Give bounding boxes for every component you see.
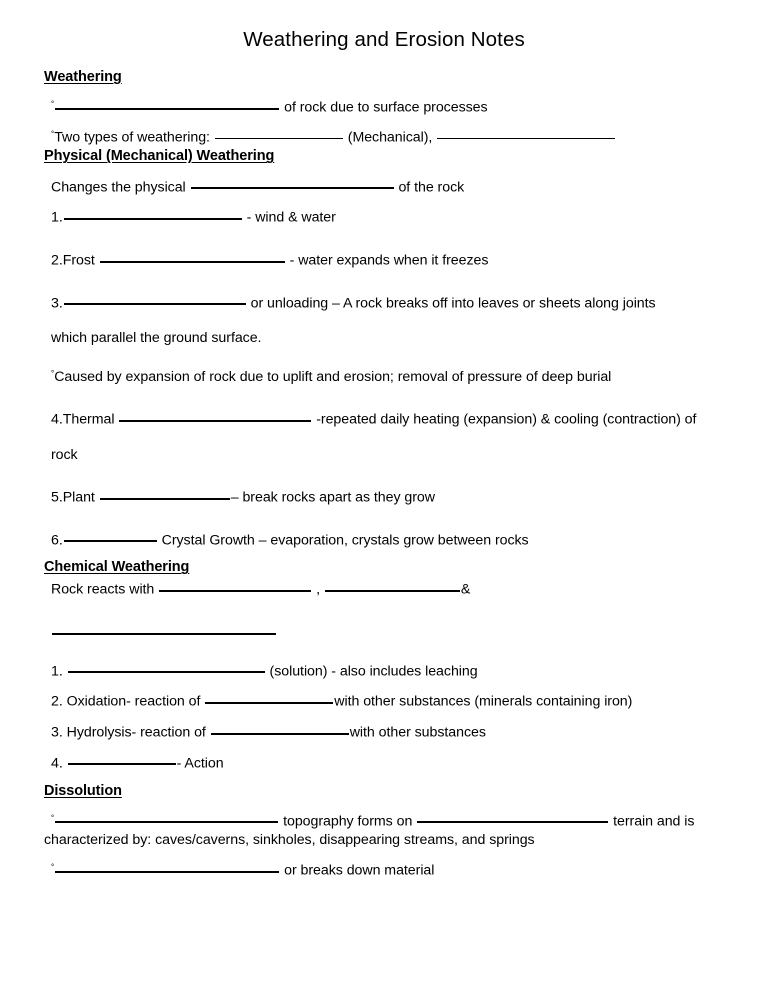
item-number: 3. — [51, 295, 63, 312]
chemical-item-2 — [44, 690, 724, 711]
caused-by-text: Caused by expansion of rock due to uplift and erosion; removal of pressure of deep burial — [54, 369, 612, 386]
spacer — [44, 507, 724, 529]
blank-field[interactable] — [64, 529, 157, 543]
item-prefix: 3. Hydrolysis- reaction of — [51, 724, 206, 741]
heading-dissolution: Dissolution — [44, 782, 122, 799]
changes-physical-prefix: Changes the physical — [51, 179, 186, 196]
blank-field[interactable] — [68, 752, 176, 766]
rock-reacts-comma: , — [316, 582, 320, 599]
blank-field[interactable] — [100, 486, 230, 500]
spacer — [44, 800, 724, 810]
item-text: - water expands when it freezes — [289, 252, 489, 269]
item-text: Crystal Growth – evaporation, crystals grow between rocks — [161, 532, 529, 549]
blank-field[interactable] — [55, 859, 279, 873]
spacer — [44, 642, 724, 660]
spacer — [44, 464, 724, 486]
rock-reacts-line — [44, 578, 724, 599]
item-number: 1. — [51, 663, 63, 680]
blank-field[interactable] — [64, 292, 246, 306]
dissolution-line1-end: terrain and is — [613, 813, 695, 830]
rock-reacts-amp: & — [460, 582, 471, 599]
bullet-icon: ° — [51, 99, 55, 109]
bullet-icon: ° — [51, 813, 55, 823]
chemical-item-3 — [44, 721, 724, 742]
dissolution-line-2 — [44, 859, 724, 880]
chemical-item-4 — [44, 752, 724, 773]
two-types-label: Two types of weathering: — [54, 129, 210, 146]
two-types-mechanical-label: (Mechanical), — [347, 129, 433, 146]
heading-weathering: Weathering — [44, 69, 122, 85]
chemical-item-1 — [44, 660, 724, 681]
two-types-line — [44, 127, 724, 147]
blank-field[interactable] — [64, 206, 242, 220]
page-title: Weathering and Erosion Notes — [243, 28, 525, 51]
blank-field[interactable] — [417, 810, 608, 824]
item-text: – break rocks apart as they grow — [230, 489, 435, 506]
spacer — [44, 773, 724, 783]
physical-item-3-wrap: which parallel the ground surface. — [51, 330, 262, 347]
physical-item-4-wrap: rock — [51, 446, 78, 463]
item-suffix: with other substances — [349, 724, 486, 741]
spacer — [44, 117, 724, 127]
physical-item-4 — [44, 408, 724, 429]
physical-item-6 — [44, 529, 724, 550]
spacer — [44, 680, 724, 690]
blank-field[interactable] — [215, 127, 343, 140]
bullet-icon: ° — [51, 129, 55, 139]
spacer — [44, 270, 724, 292]
blank-field[interactable] — [52, 621, 276, 635]
item-text: -repeated daily heating (expansion) & cooling (contraction) of — [316, 411, 697, 428]
blank-field[interactable] — [325, 578, 460, 592]
spacer — [44, 227, 724, 249]
physical-item-3 — [44, 292, 724, 313]
physical-item-2 — [44, 249, 724, 270]
item-number: 5.Plant — [51, 489, 95, 506]
heading-physical-weathering: Physical (Mechanical) Weathering — [44, 148, 275, 165]
changes-physical-line — [44, 176, 724, 197]
spacer — [44, 347, 724, 369]
spacer — [44, 429, 724, 447]
item-text: - wind & water — [246, 209, 336, 226]
dissolution-line-1-wrap: characterized by: caves/caverns, sinkholes, disappearing streams, and springs — [44, 832, 535, 849]
spacer — [44, 312, 724, 330]
dissolution-line2-text: or breaks down material — [284, 862, 435, 879]
blank-field[interactable] — [211, 721, 349, 735]
spacer — [44, 196, 724, 206]
physical-item-1 — [44, 206, 724, 227]
item-number: 2.Frost — [51, 252, 95, 269]
item-number: 6. — [51, 532, 63, 549]
blank-field[interactable] — [119, 408, 311, 422]
blank-field[interactable] — [55, 810, 278, 824]
item-text: (solution) - also includes leaching — [269, 663, 478, 680]
spacer — [44, 849, 724, 859]
dissolution-line1-mid: topography forms on — [283, 813, 413, 830]
spacer — [44, 599, 724, 621]
dissolution-line-1 — [44, 810, 724, 831]
item-number: 1. — [51, 209, 63, 226]
item-text: - Action — [176, 755, 224, 772]
weathering-definition-text: of rock due to surface processes — [284, 99, 488, 116]
spacer — [44, 166, 724, 176]
rock-reacts-prefix: Rock reacts with — [51, 582, 155, 599]
document-body — [44, 69, 724, 880]
spacer — [44, 86, 724, 96]
bullet-icon: ° — [51, 862, 55, 872]
spacer — [44, 386, 724, 408]
changes-physical-suffix: of the rock — [398, 179, 465, 196]
item-suffix: with other substances (minerals containing iron) — [334, 694, 633, 711]
item-number: 4.Thermal — [51, 411, 115, 428]
blank-field[interactable] — [68, 660, 265, 674]
weathering-definition-line — [44, 96, 724, 117]
blank-field[interactable] — [55, 96, 279, 110]
blank-field[interactable] — [159, 578, 311, 592]
spacer — [44, 549, 724, 559]
item-text: or unloading – A rock breaks off into leaves or sheets along joints — [250, 295, 656, 312]
blank-field[interactable] — [191, 176, 394, 190]
item-number: 4. — [51, 755, 63, 772]
bullet-icon: ° — [51, 369, 55, 379]
physical-item-5 — [44, 486, 724, 507]
caused-by-line — [44, 369, 724, 386]
blank-field[interactable] — [437, 127, 615, 140]
heading-chemical-weathering: Chemical Weathering — [44, 559, 190, 576]
rock-reacts-continuation-line — [44, 621, 724, 642]
spacer — [44, 742, 724, 752]
blank-field[interactable] — [205, 690, 333, 704]
spacer — [44, 711, 724, 721]
item-prefix: 2. Oxidation- reaction of — [51, 694, 201, 711]
blank-field[interactable] — [100, 249, 285, 263]
